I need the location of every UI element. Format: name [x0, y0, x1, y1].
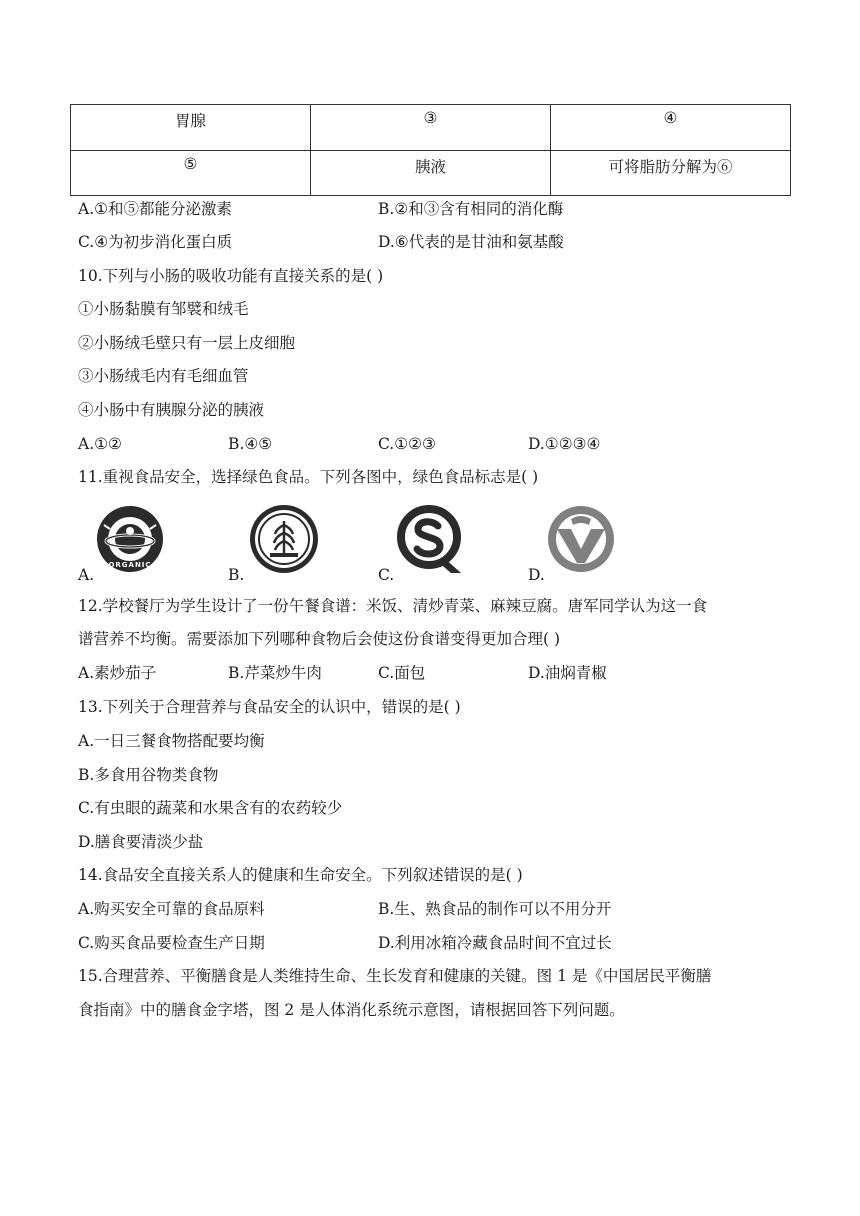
q12-option-b: B.芹菜炒牛肉	[228, 664, 322, 682]
q10-option-a: A.①②	[78, 435, 122, 453]
q12-option-a: A.素炒茄子	[78, 664, 157, 682]
q12-option-c: C.面包	[378, 664, 426, 682]
table-cell: ④	[551, 105, 791, 151]
logo-a-text: ORGANIC	[108, 561, 152, 569]
q12-stem-line2: 谱营养不均衡。需要添加下列哪种食物后会使这份食谱变得更加合理( )	[78, 630, 561, 648]
digestion-table	[70, 104, 791, 196]
q10-stem: 10.下列与小肠的吸收功能有直接关系的是( )	[78, 267, 384, 285]
green-food-icon	[545, 503, 617, 575]
q10-option-d: D.①②③④	[528, 435, 601, 453]
logo-label-c: C.	[378, 566, 395, 584]
q14-option-b: B.生、熟食品的制作可以不用分开	[378, 900, 612, 918]
table-cell: 可将脂肪分解为⑥	[551, 151, 791, 196]
q12-stem-line1: 12.学校餐厅为学生设计了一份午餐食谱：米饭、清炒青菜、麻辣豆腐。唐军同学认为这一食	[78, 597, 708, 615]
logo-label-a: A.	[78, 566, 95, 584]
q14-option-a: A.购买安全可靠的食品原料	[78, 900, 265, 918]
q13-option-a: A.一日三餐食物搭配要均衡	[78, 732, 265, 750]
q15-stem-line1: 15.合理营养、平衡膳食是人类维持生命、生长发育和健康的关键。图 1 是《中国居民平衡膳	[78, 967, 712, 985]
q10-option-b: B.④⑤	[228, 435, 273, 453]
logo-label-b: B.	[228, 566, 245, 584]
logo-label-d: D.	[528, 566, 545, 584]
q10-item-1: ①小肠黏膜有邹襞和绒毛	[78, 300, 249, 318]
q9-option-c: C.④为初步消化蛋白质	[78, 233, 233, 251]
wheat-seal-icon	[248, 503, 320, 575]
table-cell: ③	[311, 105, 551, 151]
q11-stem: 11.重视食品安全，选择绿色食品。下列各图中，绿色食品标志是( )	[78, 468, 539, 486]
q14-option-c: C.购买食品要检查生产日期	[78, 934, 265, 952]
q13-option-b: B.多食用谷物类食物	[78, 766, 219, 784]
q15-stem-line2: 食指南》中的膳食金字塔，图 2 是人体消化系统示意图，请根据回答下列问题。	[78, 1001, 625, 1019]
q14-option-d: D.利用冰箱冷藏食品时间不宜过长	[378, 934, 612, 952]
table-cell: 胰液	[311, 151, 551, 196]
q12-option-d: D.油焖青椒	[528, 664, 607, 682]
table-row	[71, 151, 791, 196]
organic-logo-icon	[96, 503, 164, 575]
q10-item-3: ③小肠绒毛内有毛细血管	[78, 367, 249, 385]
table-cell: 胃腺	[71, 105, 311, 151]
q10-item-4: ④小肠中有胰腺分泌的胰液	[78, 401, 265, 419]
q10-item-2: ②小肠绒毛壁只有一层上皮细胞	[78, 334, 296, 352]
q9-option-a: A.①和⑤都能分泌激素	[78, 200, 233, 218]
q9-option-d: D.⑥代表的是甘油和氨基酸	[378, 233, 564, 251]
table-row	[71, 105, 791, 151]
q14-stem: 14.食品安全直接关系人的健康和生命安全。下列叙述错误的是( )	[78, 866, 523, 884]
q9-option-b: B.②和③含有相同的消化酶	[378, 200, 564, 218]
q13-stem: 13.下列关于合理营养与食品安全的认识中，错误的是( )	[78, 698, 461, 716]
q13-option-d: D.膳食要清淡少盐	[78, 833, 204, 851]
table-cell: ⑤	[71, 151, 311, 196]
q13-option-c: C.有虫眼的蔬菜和水果含有的农药较少	[78, 799, 343, 817]
qs-mark-icon	[395, 503, 467, 575]
q10-option-c: C.①②③	[378, 435, 436, 453]
